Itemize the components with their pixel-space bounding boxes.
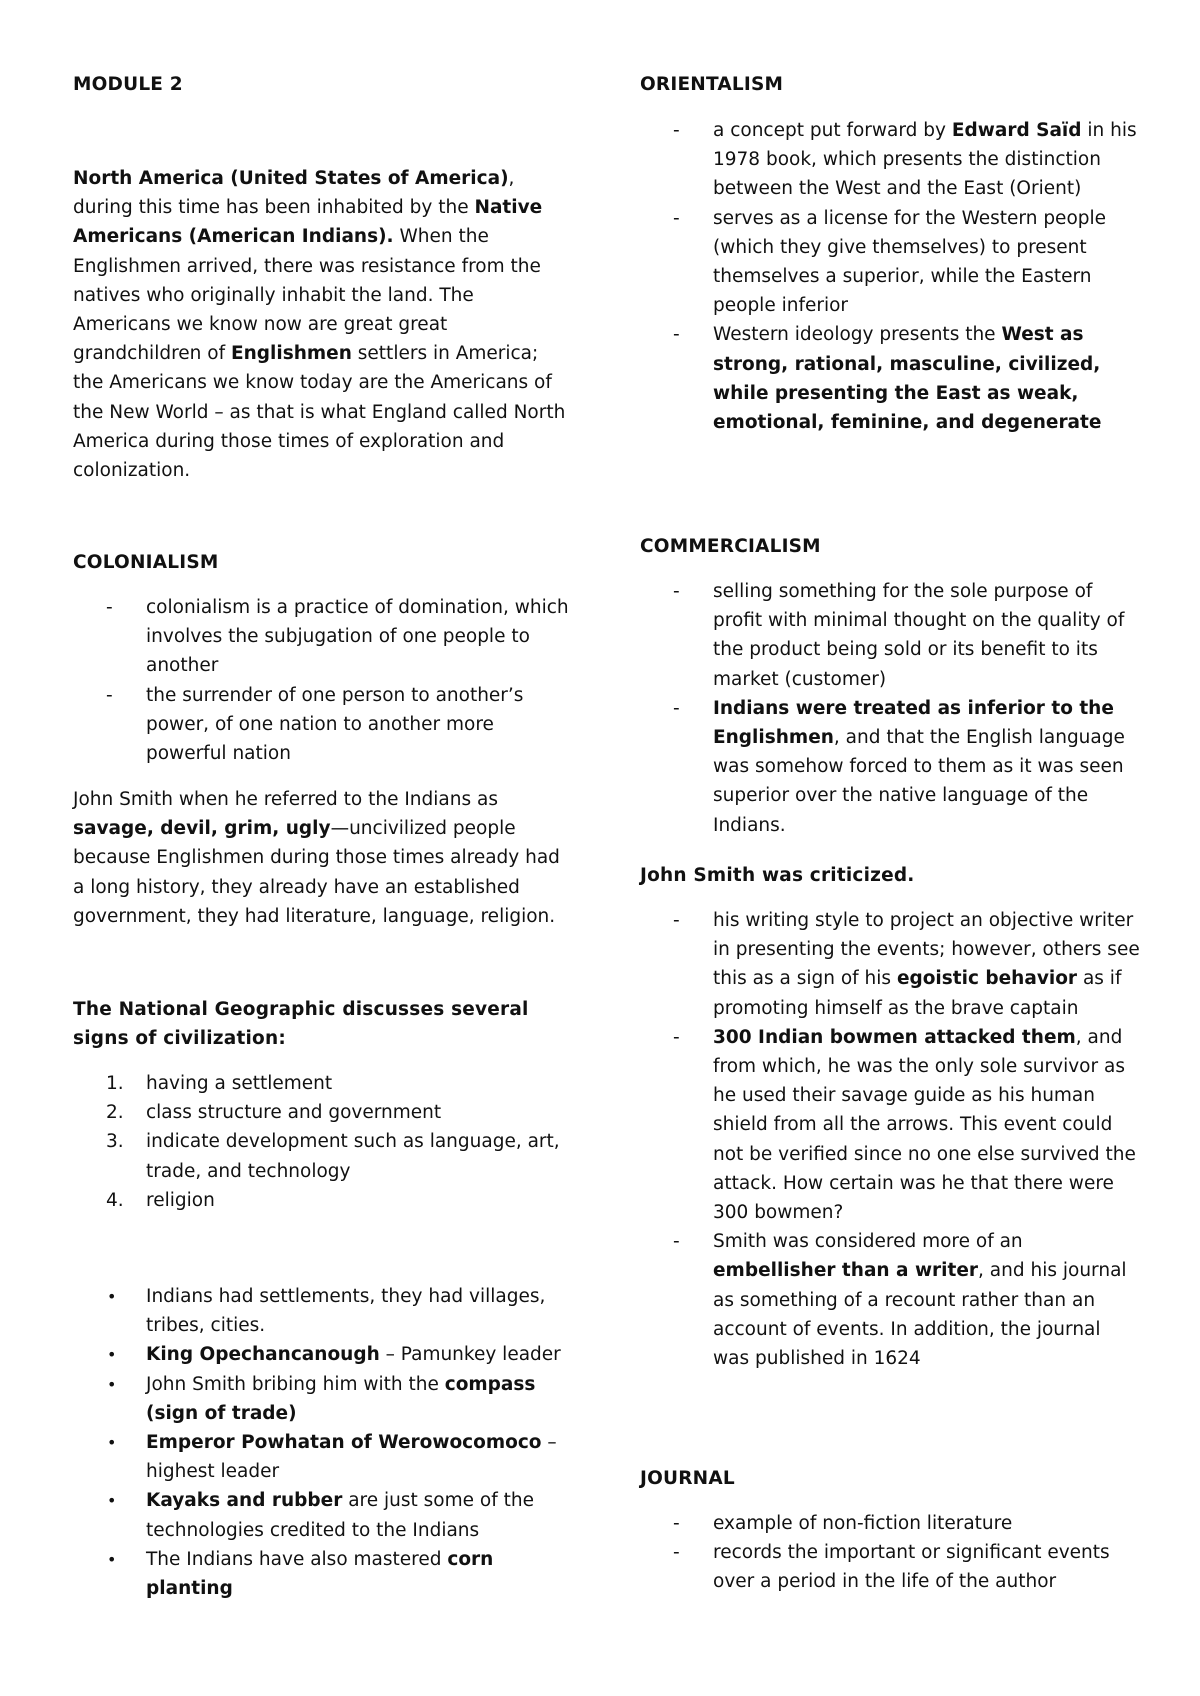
- list-item-text: [146, 1432, 557, 1482]
- list-number: 3.: [106, 1131, 124, 1153]
- list-item: [73, 1127, 573, 1185]
- list-item: [73, 1186, 573, 1215]
- bullet-marker: •: [107, 1345, 117, 1365]
- dash-marker: -: [673, 1542, 680, 1564]
- list-item-text: [146, 1549, 493, 1599]
- bullet-marker: •: [107, 1433, 117, 1453]
- bold-text: King Opechancanough: [146, 1344, 380, 1366]
- colonialism-heading: COLONIALISM: [73, 552, 219, 573]
- criticism-list: [640, 906, 1140, 1373]
- text-run: – highest leader: [146, 1432, 557, 1483]
- john-smith-paragraph: [73, 785, 573, 931]
- list-item-text: [146, 597, 569, 676]
- bold-text: savage, devil, grim, ugly: [73, 818, 331, 840]
- colonialism-list: [73, 593, 573, 768]
- text-run: When the Englishmen arrived, there was resistance from the natives who originally inhabit the land. The Americans we know now are great great grandchildren of: [73, 226, 541, 365]
- dash-marker: -: [673, 1026, 680, 1048]
- list-item: [73, 1098, 573, 1127]
- list-item-text: [146, 1286, 545, 1336]
- list-item: [640, 1509, 1140, 1538]
- bold-text: West as strong, rational, masculine, civilized, while presenting the East as weak, emotional, feminine, and degenerate: [713, 324, 1102, 434]
- bullet-marker: •: [107, 1491, 117, 1511]
- list-item: [640, 906, 1140, 1023]
- commercialism-list: [640, 577, 1140, 840]
- text-run: serves as a license for the Western people (which they give themselves) to present themselves a superior, while the Eastern people inferior: [713, 207, 1107, 317]
- list-item-text: indicate development such as language, art, trade, and technology: [146, 1131, 560, 1182]
- list-item: [73, 1370, 573, 1428]
- dash-marker: -: [673, 207, 680, 229]
- list-item: [640, 694, 1140, 840]
- natgeo-heading: The National Geographic discusses several signs of civilization:: [73, 999, 529, 1050]
- list-item: [73, 681, 573, 769]
- text-run: his writing style to project an objective writer in presenting the events; however, others see this as a sign of his: [713, 910, 1140, 990]
- module-title: MODULE 2: [73, 74, 183, 95]
- bold-text: Indians were treated as inferior to the Englishmen: [713, 697, 1114, 749]
- bold-text: Kayaks and rubber: [146, 1490, 343, 1512]
- orientalism-list: [640, 116, 1140, 437]
- text-run: – Pamunkey leader: [379, 1344, 561, 1366]
- indians-facts-list: [73, 1282, 573, 1603]
- text-run: , and from which, he was the only sole survivor as he used their savage guide as his human shield from all the arrows. This event could not be verified since no one else survived the attack. How certain was he that there were 300 bowmen?: [713, 1026, 1136, 1224]
- text-run: Western ideology presents the: [713, 324, 1002, 346]
- list-item-text: [713, 698, 1125, 836]
- dash-marker: -: [673, 1513, 680, 1534]
- list-item: [73, 593, 573, 681]
- list-item-text: [146, 1490, 534, 1540]
- list-item: [640, 1538, 1140, 1596]
- text-run: , and his journal as something of a recount rather than an account of events. In addition, the journal was published in 1624: [713, 1260, 1127, 1370]
- text-run: are just some of the technologies credited to the Indians: [146, 1490, 534, 1541]
- list-item: [640, 577, 1140, 694]
- text-run: the surrender of one person to another’s power, of one nation to another more powerful nation: [146, 684, 524, 765]
- list-item: [640, 1023, 1140, 1227]
- dash-marker: -: [673, 697, 680, 719]
- list-item-text: religion: [146, 1189, 215, 1211]
- text-run: , during this time has been inhabited by the: [73, 168, 515, 219]
- bullet-marker: •: [107, 1287, 117, 1306]
- dash-marker: -: [673, 910, 680, 931]
- text-run: Smith was considered more of an: [713, 1231, 1023, 1253]
- intro-paragraph: [73, 164, 573, 485]
- orientalism-heading: ORIENTALISM: [640, 74, 784, 95]
- list-item-text: class structure and government: [146, 1102, 442, 1124]
- bold-text: Native Americans (American Indians).: [73, 197, 543, 248]
- list-item-text: [713, 910, 1140, 1019]
- list-item: [73, 1340, 573, 1369]
- bold-text: Emperor Powhatan of Werowocomoco: [146, 1432, 542, 1454]
- text-run: —uncivilized people because Englishmen during those times already had a long history, they already have an established government, they had literature, language, religion.: [73, 818, 560, 927]
- dash-marker: -: [673, 581, 680, 602]
- journal-list: [640, 1509, 1140, 1597]
- text-run: Indians had settlements, they had villages, tribes, cities.: [146, 1286, 546, 1337]
- list-item: [73, 1428, 573, 1486]
- bold-text: embellisher than a writer: [713, 1260, 979, 1282]
- list-item-text: [713, 581, 1124, 690]
- bold-text: Edward Saïd: [951, 120, 1082, 141]
- list-number: 1.: [106, 1073, 124, 1094]
- bold-text: egoistic behavior: [896, 968, 1078, 990]
- list-item: [73, 1486, 573, 1544]
- dash-marker: -: [673, 120, 680, 141]
- text-run: selling something for the sole purpose of profit with minimal thought on the quality of the product being sold or its benefit to its market (customer): [713, 581, 1125, 690]
- list-item-text: [713, 1231, 1127, 1369]
- bullet-marker: •: [107, 1549, 117, 1569]
- dash-marker: -: [673, 324, 680, 346]
- journal-heading: JOURNAL: [640, 1468, 735, 1489]
- text-run: John Smith when he referred to the Indians as: [73, 789, 498, 810]
- john-smith-criticized-heading: John Smith was criticized.: [640, 865, 915, 886]
- text-run: , and that the English language was somehow forced to them as it was seen superior over the native language of the Indians.: [713, 727, 1125, 836]
- list-item: [73, 1069, 573, 1098]
- list-item: [640, 116, 1140, 204]
- text-run: in his 1978 book, which presents the distinction between the West and the East (Orient): [713, 120, 1137, 200]
- bold-text: 300 Indian bowmen attacked them: [713, 1026, 1076, 1048]
- text-run: The Indians have also mastered: [146, 1548, 448, 1570]
- list-item-text: [146, 685, 523, 764]
- list-item: [640, 1227, 1140, 1373]
- bold-text: North America (United States of America): [73, 168, 509, 189]
- dash-marker: -: [673, 1231, 680, 1253]
- list-item-text: [713, 208, 1106, 317]
- text-run: a concept put forward by: [713, 120, 952, 141]
- list-item-text: [713, 120, 1137, 199]
- dash-marker: -: [106, 597, 113, 618]
- text-run: records the important or significant events over a period in the life of the author: [713, 1542, 1110, 1593]
- dash-marker: -: [106, 684, 113, 706]
- text-run: colonialism is a practice of domination, which involves the subjugation of one people to another: [146, 597, 569, 677]
- commercialism-heading: COMMERCIALISM: [640, 536, 821, 557]
- list-item-text: [146, 1374, 535, 1424]
- text-run: settlers in America; the Americans we know today are the Americans of the New World – as that is what England called North America during those times of exploration and colonization.: [73, 343, 566, 482]
- bold-text: Englishmen: [230, 343, 352, 365]
- list-item: [640, 204, 1140, 321]
- list-item: [73, 1545, 573, 1603]
- list-number: 4.: [106, 1189, 124, 1211]
- bold-text: corn planting: [146, 1548, 494, 1600]
- list-number: 2.: [106, 1102, 124, 1124]
- list-item-text: [713, 1542, 1110, 1592]
- text-run: John Smith bribing him with the: [146, 1373, 445, 1395]
- bold-text: compass (sign of trade): [146, 1373, 536, 1424]
- text-run: as if promoting himself as the brave captain: [713, 968, 1122, 1019]
- list-item: [640, 320, 1140, 437]
- list-item-text: [146, 1344, 561, 1365]
- list-item-text: [713, 1513, 1012, 1534]
- civilization-signs-list: [73, 1069, 573, 1215]
- list-item-text: [713, 1027, 1136, 1223]
- text-run: example of non-fiction literature: [713, 1513, 1013, 1534]
- bullet-marker: •: [107, 1374, 117, 1394]
- list-item-text: having a settlement: [146, 1073, 333, 1094]
- list-item: [73, 1282, 573, 1340]
- list-item-text: [713, 324, 1101, 433]
